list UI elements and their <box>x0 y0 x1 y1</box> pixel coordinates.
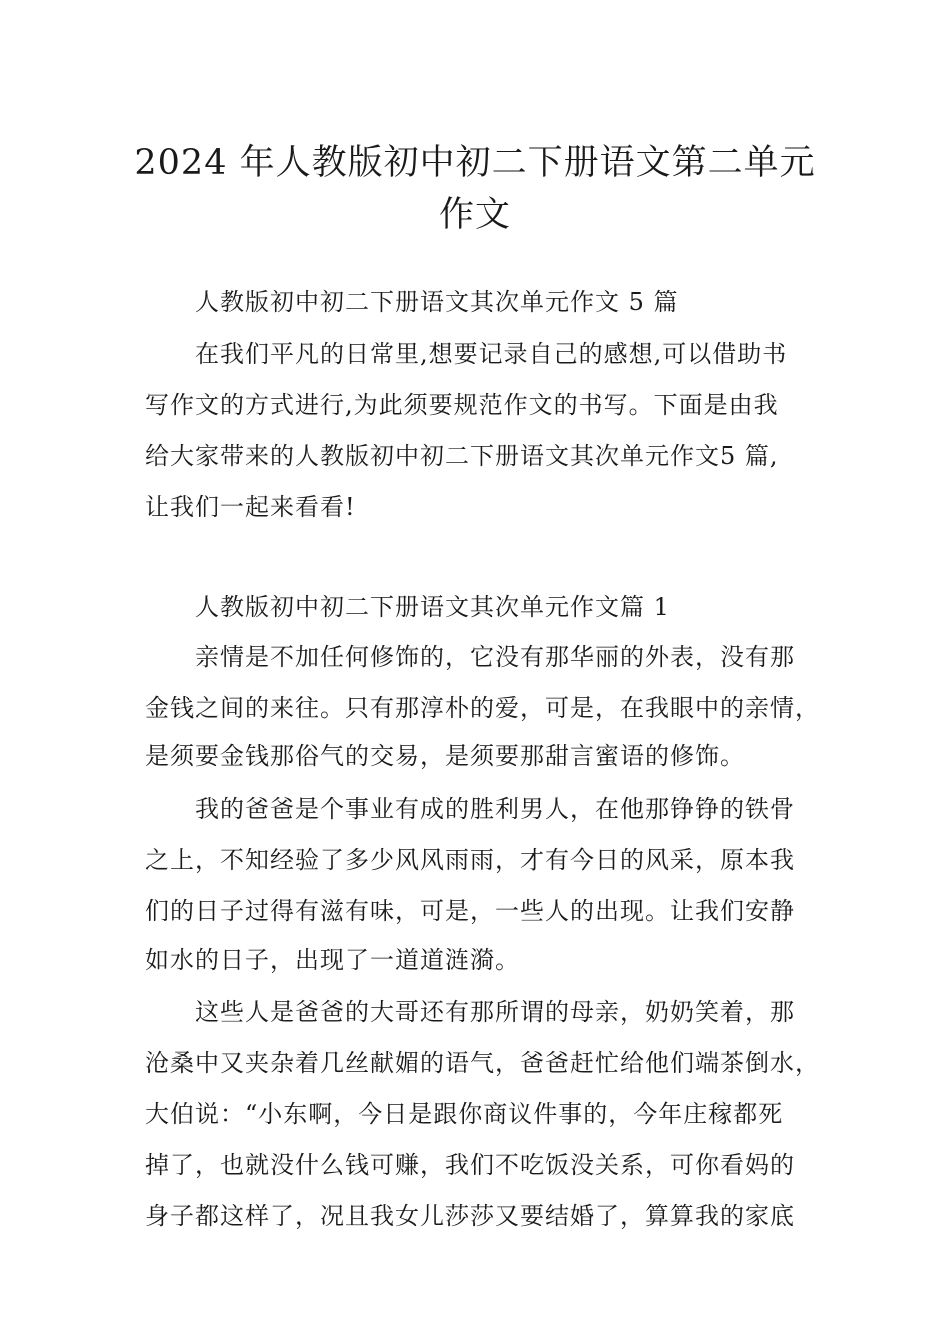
paragraph-line: 如水的日子，出现了一道道涟漪。 <box>145 946 520 974</box>
paragraph-line: 身子都这样了，况且我女儿莎莎又要结婚了，算算我的家底 <box>145 1202 795 1230</box>
document-title-line-1: 2024 年人教版初中初二下册语文第二单元 <box>134 143 816 183</box>
document-title-line-2: 作文 <box>438 195 511 235</box>
paragraph-line: 掉了，也就没什么钱可赚，我们不吃饭没关系，可你看妈的 <box>145 1151 795 1179</box>
paragraph-line: 们的日子过得有滋有味，可是，一些人的出现。让我们安静 <box>145 897 795 925</box>
essay-heading: 人教版初中初二下册语文其次单元作文篇 1 <box>195 593 670 621</box>
paragraph-line: 亲情是不加任何修饰的，它没有那华丽的外表，没有那 <box>195 643 795 671</box>
paragraph-line: 这些人是爸爸的大哥还有那所谓的母亲，奶奶笑着，那 <box>195 998 795 1026</box>
paragraph-line: 是须要金钱那俗气的交易，是须要那甜言蜜语的修饰。 <box>145 742 745 770</box>
paragraph-line: 写作文的方式进行,为此须要规范作文的书写。下面是由我 <box>145 391 779 419</box>
paragraph-line: 之上，不知经验了多少风风雨雨，才有今日的风采，原本我 <box>145 846 795 874</box>
paragraph-line: 金钱之间的来往。只有那淳朴的爱，可是，在我眼中的亲情， <box>145 694 820 722</box>
paragraph-line: 沧桑中又夹杂着几丝献媚的语气，爸爸赶忙给他们端茶倒水， <box>145 1049 820 1077</box>
paragraph-line: 给大家带来的人教版初中初二下册语文其次单元作文5 篇, <box>145 442 779 470</box>
paragraph-line: 我的爸爸是个事业有成的胜利男人，在他那铮铮的铁骨 <box>195 795 795 823</box>
paragraph-line: 大伯说：“小东啊，今日是跟你商议件事的，今年庄稼都死 <box>145 1100 784 1128</box>
paragraph-line: 在我们平凡的日常里,想要记录自己的感想,可以借助书 <box>195 340 788 368</box>
paragraph-line: 让我们一起来看看! <box>145 493 356 521</box>
section-heading: 人教版初中初二下册语文其次单元作文 5 篇 <box>195 288 679 316</box>
